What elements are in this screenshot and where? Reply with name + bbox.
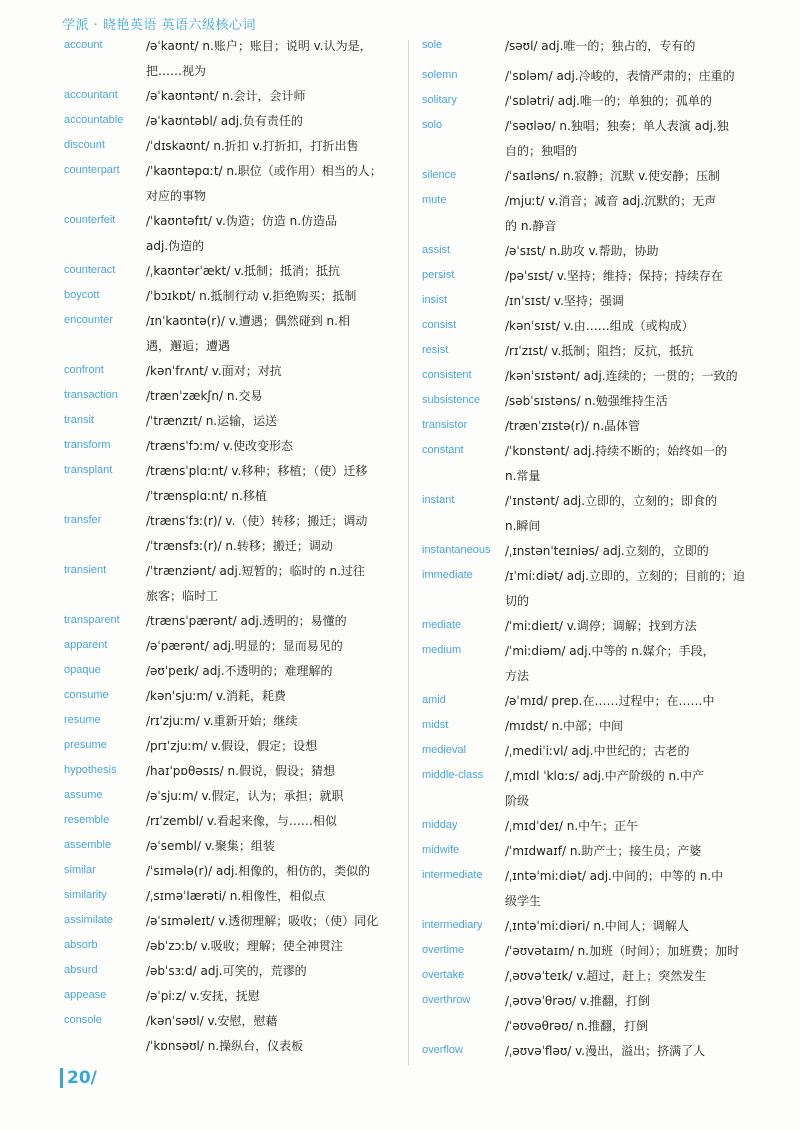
entry-word: transient xyxy=(64,564,107,576)
entry-definition xyxy=(505,639,790,689)
entry-definition xyxy=(505,764,790,814)
definition-line: /ɪˈmiːdiət/ adj.立即的，立刻的；目前的；迫 xyxy=(505,569,745,583)
definition-line: /ˈkaʊntəfɪt/ v.伪造；仿造 n.仿造品 xyxy=(146,214,338,228)
definition-line: /ˈtrænziənt/ adj.短暂的；临时的 n.过往 xyxy=(146,564,365,578)
entry-word: assume xyxy=(64,789,103,801)
definition-line: /ˈɪnstənt/ adj.立即的，立刻的；即食的 xyxy=(505,494,718,508)
entry-word: hypothesis xyxy=(64,764,117,776)
entry-word: instantaneous xyxy=(422,544,491,556)
definition-line: /ˌmediˈiːvl/ adj.中世纪的；古老的 xyxy=(505,744,690,758)
definition-line: /əˈkaʊntənt/ n.会计，会计师 xyxy=(146,89,306,103)
definition-line: /trænsˈplɑːnt/ v.移种；移植；（使）迁移 xyxy=(146,464,368,478)
definition-line: /ˈsɪmələ(r)/ adj.相像的，相仿的，类似的 xyxy=(146,864,371,878)
entry-word: intermediary xyxy=(422,919,483,931)
definition-line: /ˈsəʊləʊ/ n.独唱；独奏；单人表演 adj.独 xyxy=(505,119,729,133)
definition-line: /ˈəʊvəθrəʊ/ n.推翻，打倒 xyxy=(505,1019,648,1033)
entry-word: transfer xyxy=(64,514,102,526)
definition-line: /ˈkɒnsəʊl/ n.操纵台，仪表板 xyxy=(146,1039,304,1053)
definition-line: /ˈdɪskaʊnt/ n.折扣 v.打折扣，打折出售 xyxy=(146,139,359,153)
definition-line: /əbˈzɔːb/ v.吸收；理解；使全神贯注 xyxy=(146,939,343,953)
entry-definition xyxy=(505,114,790,164)
entry-word: appease xyxy=(64,989,107,1001)
definition-line: /rɪˈzjuːm/ v.重新开始；继续 xyxy=(146,714,298,728)
definition-line: 的 n.静音 xyxy=(505,219,557,233)
entry-definition xyxy=(505,164,790,189)
entry-definition xyxy=(505,289,790,314)
entry-word: intermediate xyxy=(422,869,483,881)
entry-word: solemn xyxy=(422,69,458,81)
definition-line: /kənˈfrʌnt/ v.面对；对抗 xyxy=(146,364,282,378)
definition-line: /ˈtrænsfɜː(r)/ n.转移；搬迁；调动 xyxy=(146,539,333,553)
entry-definition xyxy=(505,389,790,414)
definition-line: /kənˈsəʊl/ v.安慰，慰藉 xyxy=(146,1014,278,1028)
entry-definition xyxy=(505,364,790,389)
definition-line: /əˈsɪməleɪt/ v.透彻理解；吸收；（使）同化 xyxy=(146,914,379,928)
definition-line: /kənˈsɪstənt/ adj.连续的；一贯的；一致的 xyxy=(505,369,738,383)
entry-definition xyxy=(505,714,790,739)
entry-word: encounter xyxy=(64,314,113,326)
definition-line: /əˈkaʊntəbl/ adj.负有责任的 xyxy=(146,114,303,128)
definition-line: 遇，邂逅；遭遇 xyxy=(146,339,231,353)
definition-line: 级学生 xyxy=(505,894,542,908)
page-number: 20/ xyxy=(60,1068,97,1088)
entry-word: accountant xyxy=(64,89,118,101)
entry-word: medium xyxy=(422,644,462,656)
definition-line: 阶级 xyxy=(505,794,530,808)
definition-line: /rɪˈzembl/ v.看起来像，与……相似 xyxy=(146,814,337,828)
entry-definition xyxy=(505,989,790,1039)
entry-word: consistent xyxy=(422,369,472,381)
entry-word: transit xyxy=(64,414,94,426)
definition-line: /trænsˈpærənt/ adj.透明的；易懂的 xyxy=(146,614,347,628)
definition-line: /ˌɪntəˈmiːdiəri/ n.中间人；调解人 xyxy=(505,919,689,933)
entry-word: absorb xyxy=(64,939,98,951)
entry-word: overtake xyxy=(422,969,465,981)
definition-line: /ˈmiːdiəm/ adj.中等的 n.媒介；手段， xyxy=(505,644,715,658)
entry-word: absurd xyxy=(64,964,98,976)
entry-word: middle-class xyxy=(422,769,484,781)
entry-word: confront xyxy=(64,364,104,376)
definition-line: /ˌsɪməˈlærəti/ n.相像性，相似点 xyxy=(146,889,326,903)
entry-word: counterpart xyxy=(64,164,120,176)
entry-word: presume xyxy=(64,739,107,751)
entry-word: midwife xyxy=(422,844,460,856)
definition-line: /ˌmɪdl ˈklɑːs/ adj.中产阶级的 n.中产 xyxy=(505,769,704,783)
entry-definition xyxy=(505,964,790,989)
definition-line: /haɪˈpɒθəsɪs/ n.假说，假设；猜想 xyxy=(146,764,335,778)
definition-line: 对应的事物 xyxy=(146,189,207,203)
entry-definition xyxy=(505,864,790,914)
definition-line: /mjuːt/ v.消音；减音 adj.沉默的；无声 xyxy=(505,194,717,208)
entry-word: overtime xyxy=(422,944,465,956)
definition-line: /əʊˈpeɪk/ adj.不透明的；难理解的 xyxy=(146,664,333,678)
definition-line: /əbˈsɜːd/ adj.可笑的，荒谬的 xyxy=(146,964,307,978)
entry-word: boycott xyxy=(64,289,100,301)
definition-line: /səbˈsɪstəns/ n.勉强维持生活 xyxy=(505,394,668,408)
entry-word: apparent xyxy=(64,639,108,651)
definition-line: 旅客；临时工 xyxy=(146,589,219,603)
entry-definition xyxy=(505,739,790,764)
entry-definition xyxy=(505,689,790,714)
definition-line: /ˌmɪdˈdeɪ/ n.中午；正午 xyxy=(505,819,639,833)
entry-word: transparent xyxy=(64,614,120,626)
entry-definition xyxy=(505,539,790,564)
definition-line: /ˌɪntəˈmiːdiət/ adj.中间的；中等的 n.中 xyxy=(505,869,724,883)
entry-definition xyxy=(505,489,790,539)
entry-definition xyxy=(505,339,790,364)
definition-line: /ˈkaʊntəpɑːt/ n.职位（或作用）相当的人； xyxy=(146,164,382,178)
definition-line: /əˈmɪd/ prep.在……过程中；在……中 xyxy=(505,694,715,708)
entry-word: counterfeit xyxy=(64,214,116,226)
entry-word: counteract xyxy=(64,264,116,276)
entry-word: subsistence xyxy=(422,394,481,406)
entry-word: transplant xyxy=(64,464,113,476)
definition-line: /ˌəʊvəˈθrəʊ/ v.推翻，打倒 xyxy=(505,994,650,1008)
entry-definition xyxy=(505,189,790,239)
entry-definition xyxy=(505,564,790,614)
definition-line: /ɪnˈsɪst/ v.坚持；强调 xyxy=(505,294,624,308)
definition-line: 自的；独唱的 xyxy=(505,144,578,158)
definition-line: /ˌɪnstənˈteɪniəs/ adj.立刻的，立即的 xyxy=(505,544,709,558)
definition-line: /ˈsɒlətri/ adj.唯一的；单独的；孤单的 xyxy=(505,94,712,108)
definition-line: /əˈsjuːm/ v.假定，认为；承担；就职 xyxy=(146,789,344,803)
definition-line: /mɪdst/ n.中部；中间 xyxy=(505,719,624,733)
entry-word: consume xyxy=(64,689,109,701)
definition-line: /trænsˈfɜː(r)/ v.（使）转移；搬迁；调动 xyxy=(146,514,368,528)
entry-definition xyxy=(505,64,790,89)
entry-word: consist xyxy=(422,319,457,331)
definition-line: /əˈsembl/ v.聚集；组装 xyxy=(146,839,275,853)
definition-line: /trænˈzɪstə(r)/ n.晶体管 xyxy=(505,419,641,433)
entry-word: discount xyxy=(64,139,105,151)
entry-definition xyxy=(505,614,790,639)
entry-word: sole xyxy=(422,39,443,51)
entry-word: midst xyxy=(422,719,449,731)
entry-word: resist xyxy=(422,344,449,356)
entry-definition xyxy=(505,314,790,339)
entry-word: solitary xyxy=(422,94,457,106)
definition-line: /əˈkaʊnt/ n.账户；账目；说明 v.认为是， xyxy=(146,39,372,53)
definition-line: /kənˈsjuːm/ v.消耗，耗费 xyxy=(146,689,287,703)
entry-definition xyxy=(505,939,790,964)
entry-definition xyxy=(505,439,790,489)
definition-line: /trænˈzækʃn/ n.交易 xyxy=(146,389,263,403)
entry-definition xyxy=(505,914,790,939)
entry-word: resemble xyxy=(64,814,110,826)
definition-line: /ˌəʊvəˈteɪk/ v.超过，赶上；突然发生 xyxy=(505,969,707,983)
entry-definition xyxy=(505,814,790,839)
entry-word: assist xyxy=(422,244,451,256)
definition-line: /əˈpiːz/ v.安抚，抚慰 xyxy=(146,989,260,1003)
definition-line: n.瞬间 xyxy=(505,519,541,533)
entry-word: assemble xyxy=(64,839,112,851)
entry-word: overflow xyxy=(422,1044,463,1056)
entry-word: immediate xyxy=(422,569,473,581)
definition-line: /ˈəʊvətaɪm/ n.加班（时间）；加班费；加时 xyxy=(505,944,740,958)
entry-definition xyxy=(505,839,790,864)
definition-line: /ɪnˈkaʊntə(r)/ v.遭遇；偶然碰到 n.相 xyxy=(146,314,350,328)
entry-word: resume xyxy=(64,714,101,726)
entry-word: transform xyxy=(64,439,111,451)
definition-line: adj.伪造的 xyxy=(146,239,205,253)
entry-word: account xyxy=(64,39,103,51)
entry-word: opaque xyxy=(64,664,101,676)
entry-definition xyxy=(505,264,790,289)
definition-line: /ˌəʊvəˈfləʊ/ v.漫出，溢出；挤满了人 xyxy=(505,1044,706,1058)
entry-word: persist xyxy=(422,269,455,281)
definition-line: 把……视为 xyxy=(146,64,207,78)
entry-definition xyxy=(505,1039,790,1064)
entry-word: constant xyxy=(422,444,464,456)
definition-line: n.常量 xyxy=(505,469,541,483)
entry-definition xyxy=(505,34,790,59)
definition-line: /ˈmɪdwaɪf/ n.助产士；接生员；产婆 xyxy=(505,844,702,858)
entry-definition xyxy=(505,414,790,439)
entry-word: similarity xyxy=(64,889,107,901)
entry-word: silence xyxy=(422,169,457,181)
definition-line: 切的 xyxy=(505,594,530,608)
definition-line: /rɪˈzɪst/ v.抵制；阻挡；反抗，抵抗 xyxy=(505,344,694,358)
entry-word: mute xyxy=(422,194,447,206)
entry-word: console xyxy=(64,1014,102,1026)
definition-line: /ˈbɔɪkɒt/ n.抵制行动 v.拒绝购买；抵制 xyxy=(146,289,357,303)
definition-line: /ˈtrænsplɑːnt/ n.移植 xyxy=(146,489,267,503)
entry-word: overthrow xyxy=(422,994,471,1006)
definition-line: /kənˈsɪst/ v.由……组成（或构成） xyxy=(505,319,694,333)
entry-definition xyxy=(505,239,790,264)
definition-line: /ˌkaʊntərˈækt/ v.抵制；抵消；抵抗 xyxy=(146,264,341,278)
entry-word: instant xyxy=(422,494,455,506)
definition-line: /ˈsaɪləns/ n.寂静；沉默 v.使安静；压制 xyxy=(505,169,721,183)
entry-word: insist xyxy=(422,294,448,306)
definition-line: /ˈmiːdieɪt/ v.调停；调解；找到方法 xyxy=(505,619,697,633)
entry-word: mediate xyxy=(422,619,462,631)
entry-word: similar xyxy=(64,864,96,876)
definition-line: 方法 xyxy=(505,669,530,683)
entry-word: medieval xyxy=(422,744,467,756)
definition-line: /ˈsɒləm/ adj.冷峻的，表情严肃的；庄重的 xyxy=(505,69,735,83)
entry-word: midday xyxy=(422,819,458,831)
definition-line: /ˈkɒnstənt/ adj.持续不断的；始终如一的 xyxy=(505,444,728,458)
entry-word: transistor xyxy=(422,419,468,431)
definition-line: /əˈsɪst/ n.助攻 v.帮助，协助 xyxy=(505,244,659,258)
entry-word: assimilate xyxy=(64,914,113,926)
entry-word: solo xyxy=(422,119,443,131)
page-header: 学派 · 晓艳英语 英语六级核心词 xyxy=(62,18,257,33)
definition-line: /trænsˈfɔːm/ v.使改变形态 xyxy=(146,439,294,453)
definition-line: /pəˈsɪst/ v.坚持；维持；保持；持续存在 xyxy=(505,269,723,283)
definition-line: /prɪˈzjuːm/ v.假设，假定；设想 xyxy=(146,739,318,753)
entry-word: accountable xyxy=(64,114,124,126)
entry-definition xyxy=(505,89,790,114)
entry-word: transaction xyxy=(64,389,118,401)
definition-line: /əˈpærənt/ adj.明显的；显而易见的 xyxy=(146,639,343,653)
entry-word: amid xyxy=(422,694,446,706)
definition-line: /səʊl/ adj.唯一的；独占的，专有的 xyxy=(505,39,696,53)
definition-line: /ˈtrænzɪt/ n.运输，运送 xyxy=(146,414,278,428)
